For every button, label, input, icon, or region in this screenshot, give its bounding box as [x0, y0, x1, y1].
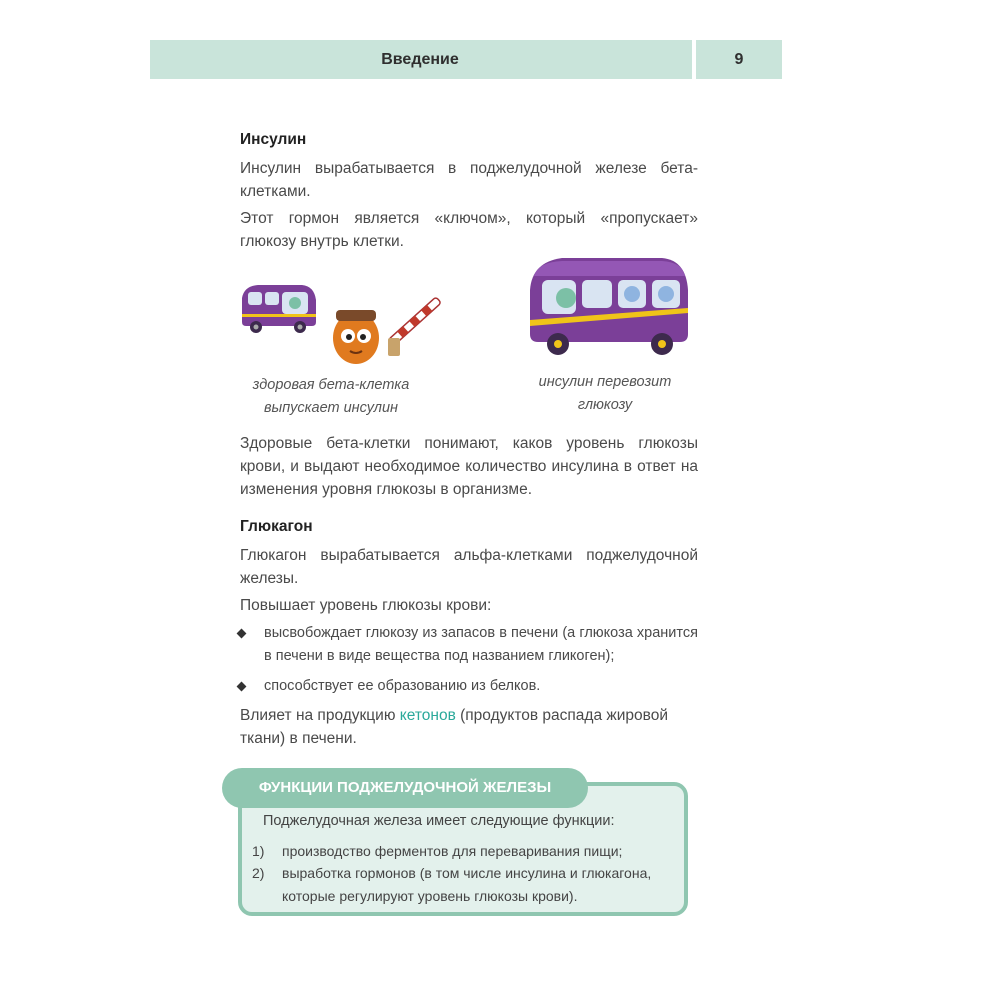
- insulin-paragraph-2: Этот гормон является «ключом», который «пропускает» глюкозу внутрь клетки.: [240, 210, 698, 250]
- glucagon-paragraph-3: [240, 704, 698, 750]
- glucagon-heading: Глюкагон: [240, 518, 313, 535]
- functions-item-number: 2): [252, 865, 265, 881]
- insulin-paragraph-1: Инсулин вырабатывается в поджелудочной железе бета-клетками.: [240, 160, 698, 200]
- large-bus-icon: [522, 250, 694, 362]
- glucagon-bullet-1: высвобождает глюкозу из запасов в печени (а глюкоза хранится в печени в виде вещества под названием гликоген);: [264, 625, 698, 664]
- caption-bus-line-1: инсулин перевозит: [538, 374, 672, 390]
- glucagon-bullet-2: способствует ее образованию из белков.: [264, 678, 541, 694]
- bullet-icon: [237, 629, 247, 639]
- small-bus-icon: [236, 280, 320, 338]
- functions-box-title: ФУНКЦИИ ПОДЖЕЛУДОЧНОЙ ЖЕЛЕЗЫ: [222, 768, 588, 808]
- functions-item-text: выработка гормонов (в том числе инсулина и глюкагона, которые регулируют уровень глюкозы крови).: [282, 865, 652, 904]
- insulin-heading: Инсулин: [240, 131, 307, 148]
- ketones-link[interactable]: кетонов: [399, 707, 456, 724]
- page-number: 9: [734, 51, 744, 68]
- beta-cell-character-icon: [328, 304, 384, 366]
- bullet-icon: [237, 682, 247, 692]
- chapter-title: Введение: [381, 51, 459, 68]
- functions-item-number: 1): [252, 843, 265, 859]
- caption-beta-cell-line-2: выпускает инсулин: [263, 400, 399, 416]
- caption-bus-line-2: глюкозу: [577, 397, 633, 413]
- insulin-paragraph-3: Здоровые бета-клетки понимают, каков уровень глюкозы крови, и выдают необходимое количество инсулина в ответ на изменения уровня глюкозы в организме.: [240, 435, 698, 498]
- functions-item-text: производство ферментов для переваривания пищи;: [282, 843, 623, 859]
- caption-beta-cell-line-1: здоровая бета-клетка: [252, 377, 410, 393]
- functions-box-intro: Поджелудочная железа имеет следующие функции:: [263, 813, 615, 829]
- glucagon-paragraph-1: Глюкагон вырабатывается альфа-клетками поджелудочной железы.: [240, 547, 698, 587]
- glucagon-paragraph-2: Повышает уровень глюкозы крови:: [240, 597, 492, 614]
- ketones-text-after: (продуктов распада жировой ткани) в печени.: [240, 707, 668, 747]
- ketones-text-before: Влияет на продукцию: [240, 707, 400, 724]
- barrier-gate-icon: [380, 280, 442, 358]
